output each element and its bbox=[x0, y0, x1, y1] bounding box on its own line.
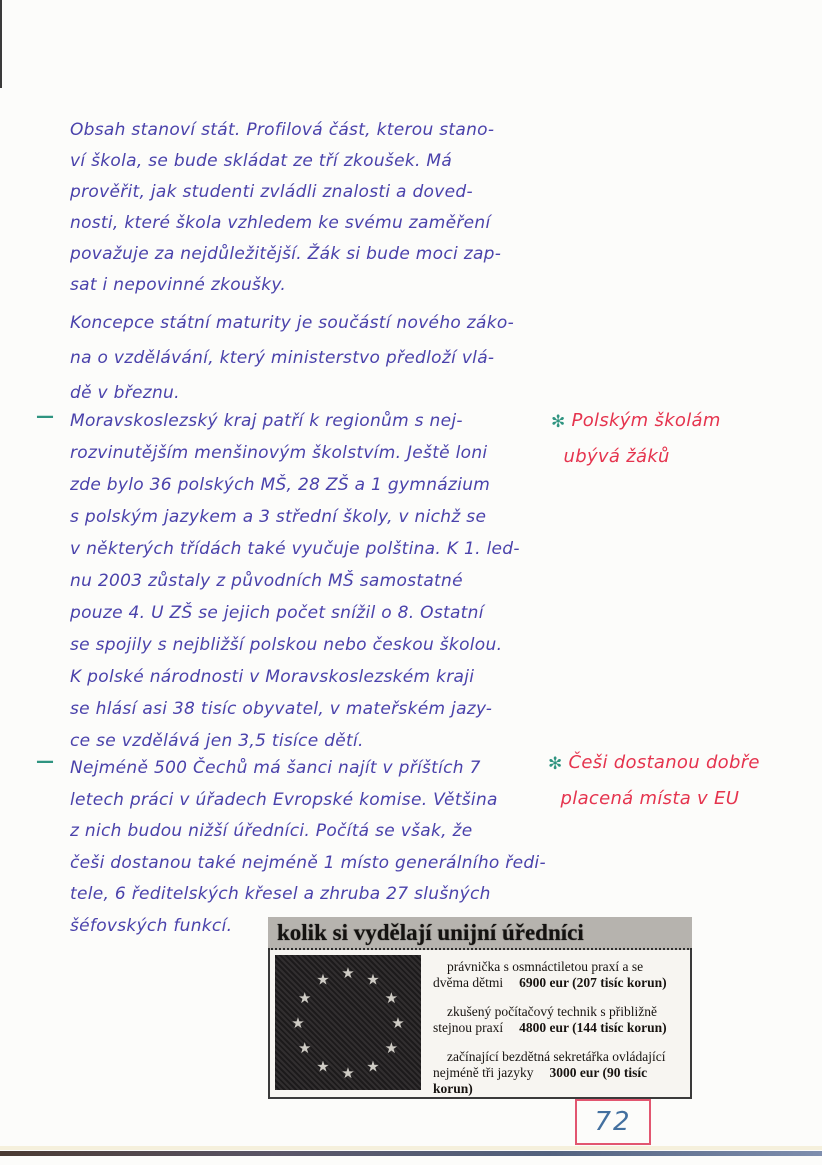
handwritten-line: Nejméně 500 Čechů má šanci najít v příštích 7 bbox=[70, 758, 481, 778]
eu-star-icon: ★ bbox=[341, 1063, 355, 1082]
margin-note-polish-schools bbox=[551, 410, 721, 482]
handwritten-line: nosti, které škola vzhledem ke svému zaměření bbox=[70, 213, 491, 233]
handwritten-line: v některých třídách také vyučuje polština. K 1. led- bbox=[70, 539, 520, 559]
margin-note-line: placená místa v EU bbox=[560, 788, 740, 809]
eu-star-icon: ★ bbox=[341, 963, 355, 982]
handwritten-line: nu 2003 zůstaly z původních MŠ samostatné bbox=[70, 571, 463, 591]
newspaper-clipping bbox=[268, 917, 692, 1099]
handwritten-paragraph-2 bbox=[70, 313, 585, 418]
eu-star-icon: ★ bbox=[384, 988, 399, 1007]
salary-amount: 6900 eur (207 tisíc korun) bbox=[519, 975, 667, 990]
handwritten-line: pouze 4. U ZŠ se jejich počet snížil o 8. Ostatní bbox=[70, 603, 484, 623]
handwritten-line: sat i nepovinné zkoušky. bbox=[70, 275, 287, 295]
margin-note-czechs-eu-jobs bbox=[548, 752, 760, 824]
eu-star-icon: ★ bbox=[391, 1013, 405, 1032]
salary-description: zkušený počítačový technik s přibližně stejnou praxí bbox=[433, 1004, 657, 1035]
eu-star-icon: ★ bbox=[297, 1038, 312, 1057]
handwritten-line: ví škola, se bude skládat ze tří zkoušek. Má bbox=[70, 151, 453, 171]
eu-star-icon: ★ bbox=[366, 970, 380, 989]
handwritten-paragraph-3 bbox=[70, 411, 585, 763]
salary-amount: 3000 eur (90 tisíc korun) bbox=[433, 1065, 648, 1096]
scan-edge-bottom-glow bbox=[0, 1146, 822, 1150]
salary-amount: 4800 eur (144 tisíc korun) bbox=[519, 1020, 667, 1035]
salary-entry bbox=[433, 1049, 681, 1097]
handwritten-line: z nich budou nižší úředníci. Počítá se však, že bbox=[70, 821, 473, 841]
asterisk-icon: ✻ bbox=[551, 412, 566, 432]
salary-entry bbox=[433, 1004, 681, 1036]
handwritten-line: se spojily s nejbližší polskou nebo českou školou. bbox=[70, 635, 503, 655]
margin-note-line: Češi dostanou dobře bbox=[568, 752, 760, 773]
eu-star-icon: ★ bbox=[384, 1038, 399, 1057]
eu-star-icon: ★ bbox=[297, 988, 312, 1007]
scan-edge-bottom bbox=[0, 1151, 822, 1156]
paragraph-dash-marker: — bbox=[36, 751, 54, 772]
handwritten-line: dě v březnu. bbox=[70, 383, 180, 403]
salary-description: právnička s osmnáctiletou praxí a se dvěma dětmi bbox=[433, 959, 644, 990]
paragraph-dash-marker: — bbox=[36, 406, 54, 427]
eu-star-icon: ★ bbox=[291, 1013, 305, 1032]
eu-flag-image bbox=[275, 955, 421, 1090]
margin-note-text bbox=[563, 410, 721, 482]
handwritten-line: češi dostanou také nejméně 1 místo generálního ředi- bbox=[70, 852, 546, 873]
handwritten-line: K polské národnosti v Moravskoslezském kraji bbox=[70, 667, 475, 687]
margin-note-line: ubývá žáků bbox=[563, 446, 670, 467]
scan-edge-left bbox=[0, 0, 2, 88]
margin-note-line: Polským školám bbox=[571, 410, 721, 431]
salary-entry bbox=[433, 959, 681, 991]
handwritten-line: Obsah stanoví stát. Profilová část, kterou stano- bbox=[70, 120, 495, 140]
margin-note-text bbox=[560, 752, 760, 824]
handwritten-line: se hlásí asi 38 tisíc obyvatel, v mateřském jazy- bbox=[70, 699, 493, 719]
clipping-body bbox=[268, 950, 692, 1099]
handwritten-line: prověřit, jak studenti zvládli znalosti a doved- bbox=[70, 182, 473, 202]
page-number-box bbox=[575, 1099, 651, 1145]
handwritten-line: s polským jazykem a 3 střední školy, v nichž se bbox=[70, 507, 487, 527]
handwritten-line: rozvinutějším menšinovým školstvím. Ještě loni bbox=[70, 443, 488, 463]
eu-star-icon: ★ bbox=[316, 970, 330, 989]
handwritten-line: považuje za nejdůležitější. Žák si bude moci zap- bbox=[70, 244, 502, 264]
asterisk-icon: ✻ bbox=[548, 754, 563, 774]
handwritten-line: Moravskoslezský kraj patří k regionům s nej- bbox=[70, 411, 463, 431]
handwritten-line: tele, 6 ředitelských křesel a zhruba 27 slušných bbox=[70, 884, 491, 904]
handwritten-line: šéfovských funkcí. bbox=[70, 915, 233, 936]
handwritten-line: Koncepce státní maturity je součástí nového záko- bbox=[70, 313, 515, 333]
handwritten-line: ce se vzdělává jen 3,5 tisíce dětí. bbox=[70, 731, 364, 751]
eu-star-icon: ★ bbox=[366, 1056, 380, 1075]
eu-star-icon: ★ bbox=[316, 1056, 330, 1075]
salary-description: začínající bezdětná sekretářka ovládající nejméně tři jazyky bbox=[433, 1049, 666, 1080]
handwritten-line: letech práci v úřadech Evropské komise. Většina bbox=[70, 789, 498, 810]
handwritten-line: na o vzdělávání, který ministerstvo předloží vlá- bbox=[70, 348, 495, 368]
handwritten-paragraph-1 bbox=[70, 120, 585, 306]
clipping-headline: kolik si vydělají unijní úředníci bbox=[268, 917, 692, 950]
page-number: 72 bbox=[594, 1107, 632, 1137]
handwritten-line: zde bylo 36 polských MŠ, 28 ZŠ a 1 gymnázium bbox=[70, 475, 491, 495]
clipping-salary-list bbox=[423, 953, 687, 1094]
